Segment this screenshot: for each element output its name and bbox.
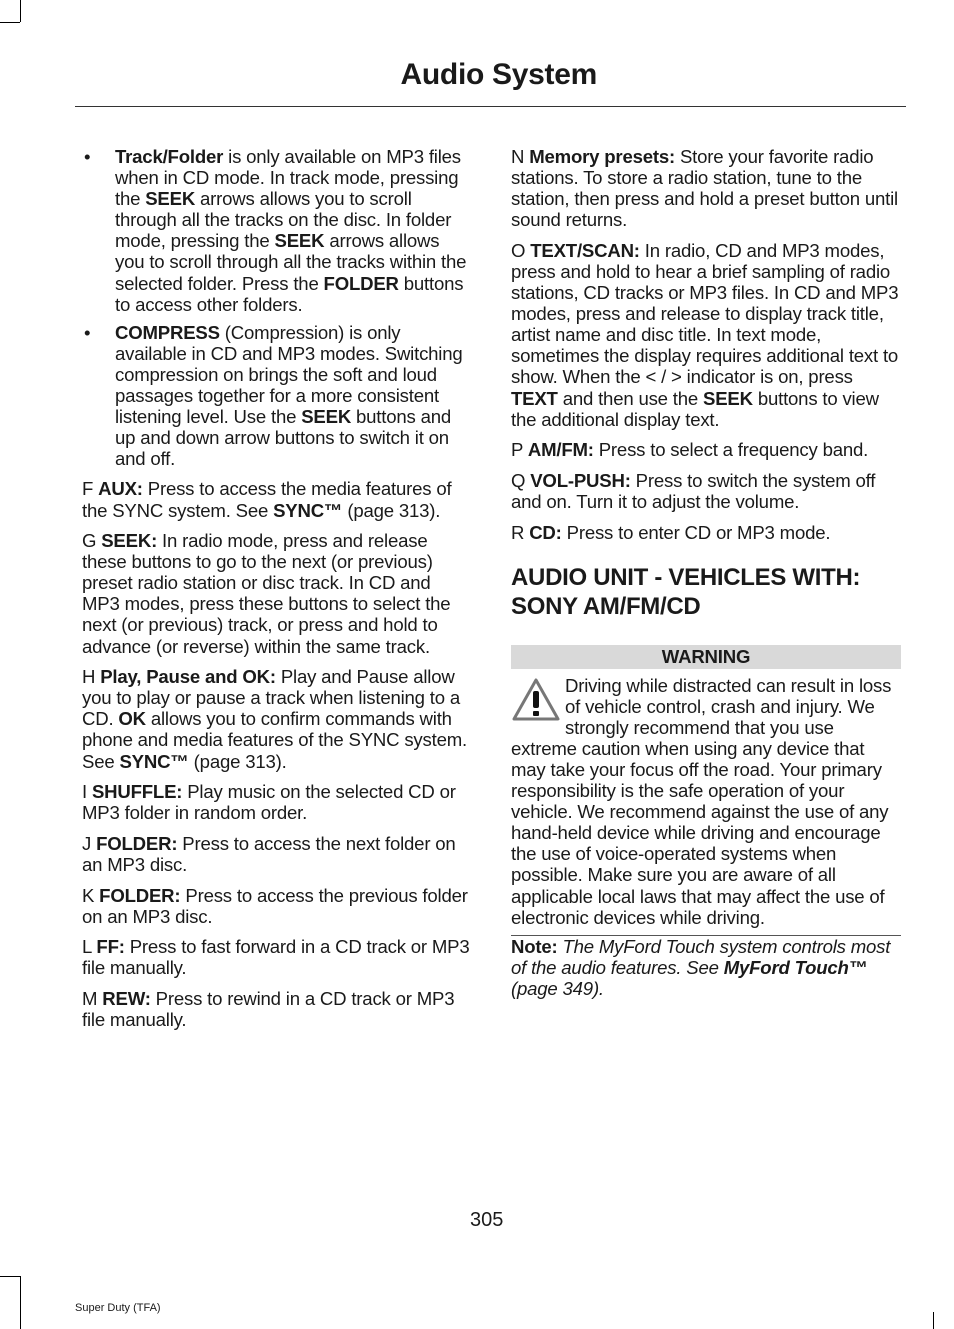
text: arrows allows you to scroll through all the tracks on the disc. In folder mode, pressing the bbox=[115, 188, 452, 252]
bullet-item bbox=[82, 322, 472, 470]
control-item-n: N Memory presets: Store your favorite radio stations. To store a radio station, tune to the station, then press and hold a preset button until sound returns. bbox=[511, 146, 898, 231]
term: FOLDER bbox=[323, 272, 399, 294]
crop-mark bbox=[20, 0, 21, 22]
crop-mark bbox=[20, 1276, 21, 1329]
left-column bbox=[82, 146, 472, 1040]
warning-text: Driving while distracted can result in loss of vehicle control, crash and injury. We strongly recommend that you use extreme caution when using any device that may take your focus off the road. Your primary responsibility is the safe operation of your vehicle. We recommend against the use of any hand-held device while driving and encourage the use of voice-operated systems when possible. Make sure you are aware of all applicable local laws that may affect the use of electronic devices while driving. bbox=[511, 674, 892, 928]
control-item-i: I SHUFFLE: Play music on the selected CD or MP3 folder in random order. bbox=[82, 781, 456, 824]
text: buttons and up and down arrow buttons to switch it on and off. bbox=[115, 406, 452, 470]
control-item-p: P AM/FM: Press to select a frequency band. bbox=[511, 439, 869, 461]
section-heading: AUDIO UNIT - VEHICLES WITH: SONY AM/FM/CD bbox=[511, 563, 861, 620]
warning-triangle-icon bbox=[511, 677, 561, 723]
control-item-l: L FF: Press to fast forward in a CD track or MP3 file manually. bbox=[82, 936, 470, 979]
control-item-g: G SEEK: In radio mode, press and release these buttons to go to the next (or previous) preset radio station or disc track. In CD and MP3 modes, press these buttons to select the next (or previous) track, or press and hold to advance (or reverse) within the same track. bbox=[82, 530, 451, 657]
control-item-q: Q VOL-PUSH: Press to switch the system off and on. Turn it to adjust the volume. bbox=[511, 469, 876, 512]
warning-heading: WARNING bbox=[511, 645, 901, 669]
term: Track/Folder bbox=[115, 146, 224, 167]
text: is only available on MP3 files when in CD mode. In track mode, pressing the bbox=[115, 146, 461, 210]
control-item-r: R CD: Press to enter CD or MP3 mode. bbox=[511, 521, 831, 543]
control-item-j: J FOLDER: Press to access the next folder on an MP3 disc. bbox=[82, 832, 456, 875]
page-number: 305 bbox=[470, 1209, 504, 1231]
control-item-o: O TEXT/SCAN: In radio, CD and MP3 modes, press and hold to hear a brief sampling of radio stations, CD tracks or MP3 files. In CD and MP3 modes, press and release to display track title, artist name and disc title. In text mode, sometimes the display requires additional text to show. When the < / > indicator is on, press TEXT and then use the SEEK buttons to view the additional display text. bbox=[511, 239, 899, 430]
bullet-item bbox=[82, 146, 472, 315]
term: SEEK bbox=[274, 230, 325, 252]
header-rule bbox=[75, 106, 906, 107]
text: arrows allows you to scroll through all the tracks within the selected folder. Press the bbox=[115, 230, 467, 294]
control-item-m: M REW: Press to rewind in a CD track or MP3 file manually. bbox=[82, 987, 455, 1030]
control-item-h: H Play, Pause and OK: Play and Pause allow you to play or pause a track when listening to a CD. OK allows you to confirm commands with phone and media features of the SYNC system. See SYNC™ (page 313). bbox=[82, 666, 467, 772]
control-item-k: K FOLDER: Press to access the previous folder on an MP3 disc. bbox=[82, 884, 468, 927]
control-item-f: F AUX: Press to access the media features of the SYNC system. See SYNC™ (page 313). bbox=[82, 478, 452, 521]
term: SEEK bbox=[301, 406, 352, 428]
crop-mark bbox=[0, 22, 20, 23]
term: SEEK bbox=[145, 188, 196, 210]
crop-mark bbox=[933, 1312, 934, 1329]
text: (Compression) is only available in CD and MP3 modes. Switching compression on brings the soft and loud passages together for a more consistent listening level. Use the bbox=[115, 321, 463, 428]
page-title: Audio System bbox=[400, 58, 597, 91]
term: COMPRESS bbox=[115, 321, 220, 343]
warning-box bbox=[511, 675, 901, 936]
bullet-dot: • bbox=[84, 146, 91, 167]
note: Note: The MyFord Touch system controls most of the audio features. See MyFord Touch™ (page 349). bbox=[511, 935, 891, 999]
right-column bbox=[511, 146, 901, 1009]
doc-label: Super Duty (TFA) bbox=[75, 1302, 161, 1314]
text: buttons to access other folders. bbox=[115, 272, 464, 315]
crop-mark bbox=[0, 1276, 20, 1277]
bullet-dot: • bbox=[84, 321, 91, 343]
